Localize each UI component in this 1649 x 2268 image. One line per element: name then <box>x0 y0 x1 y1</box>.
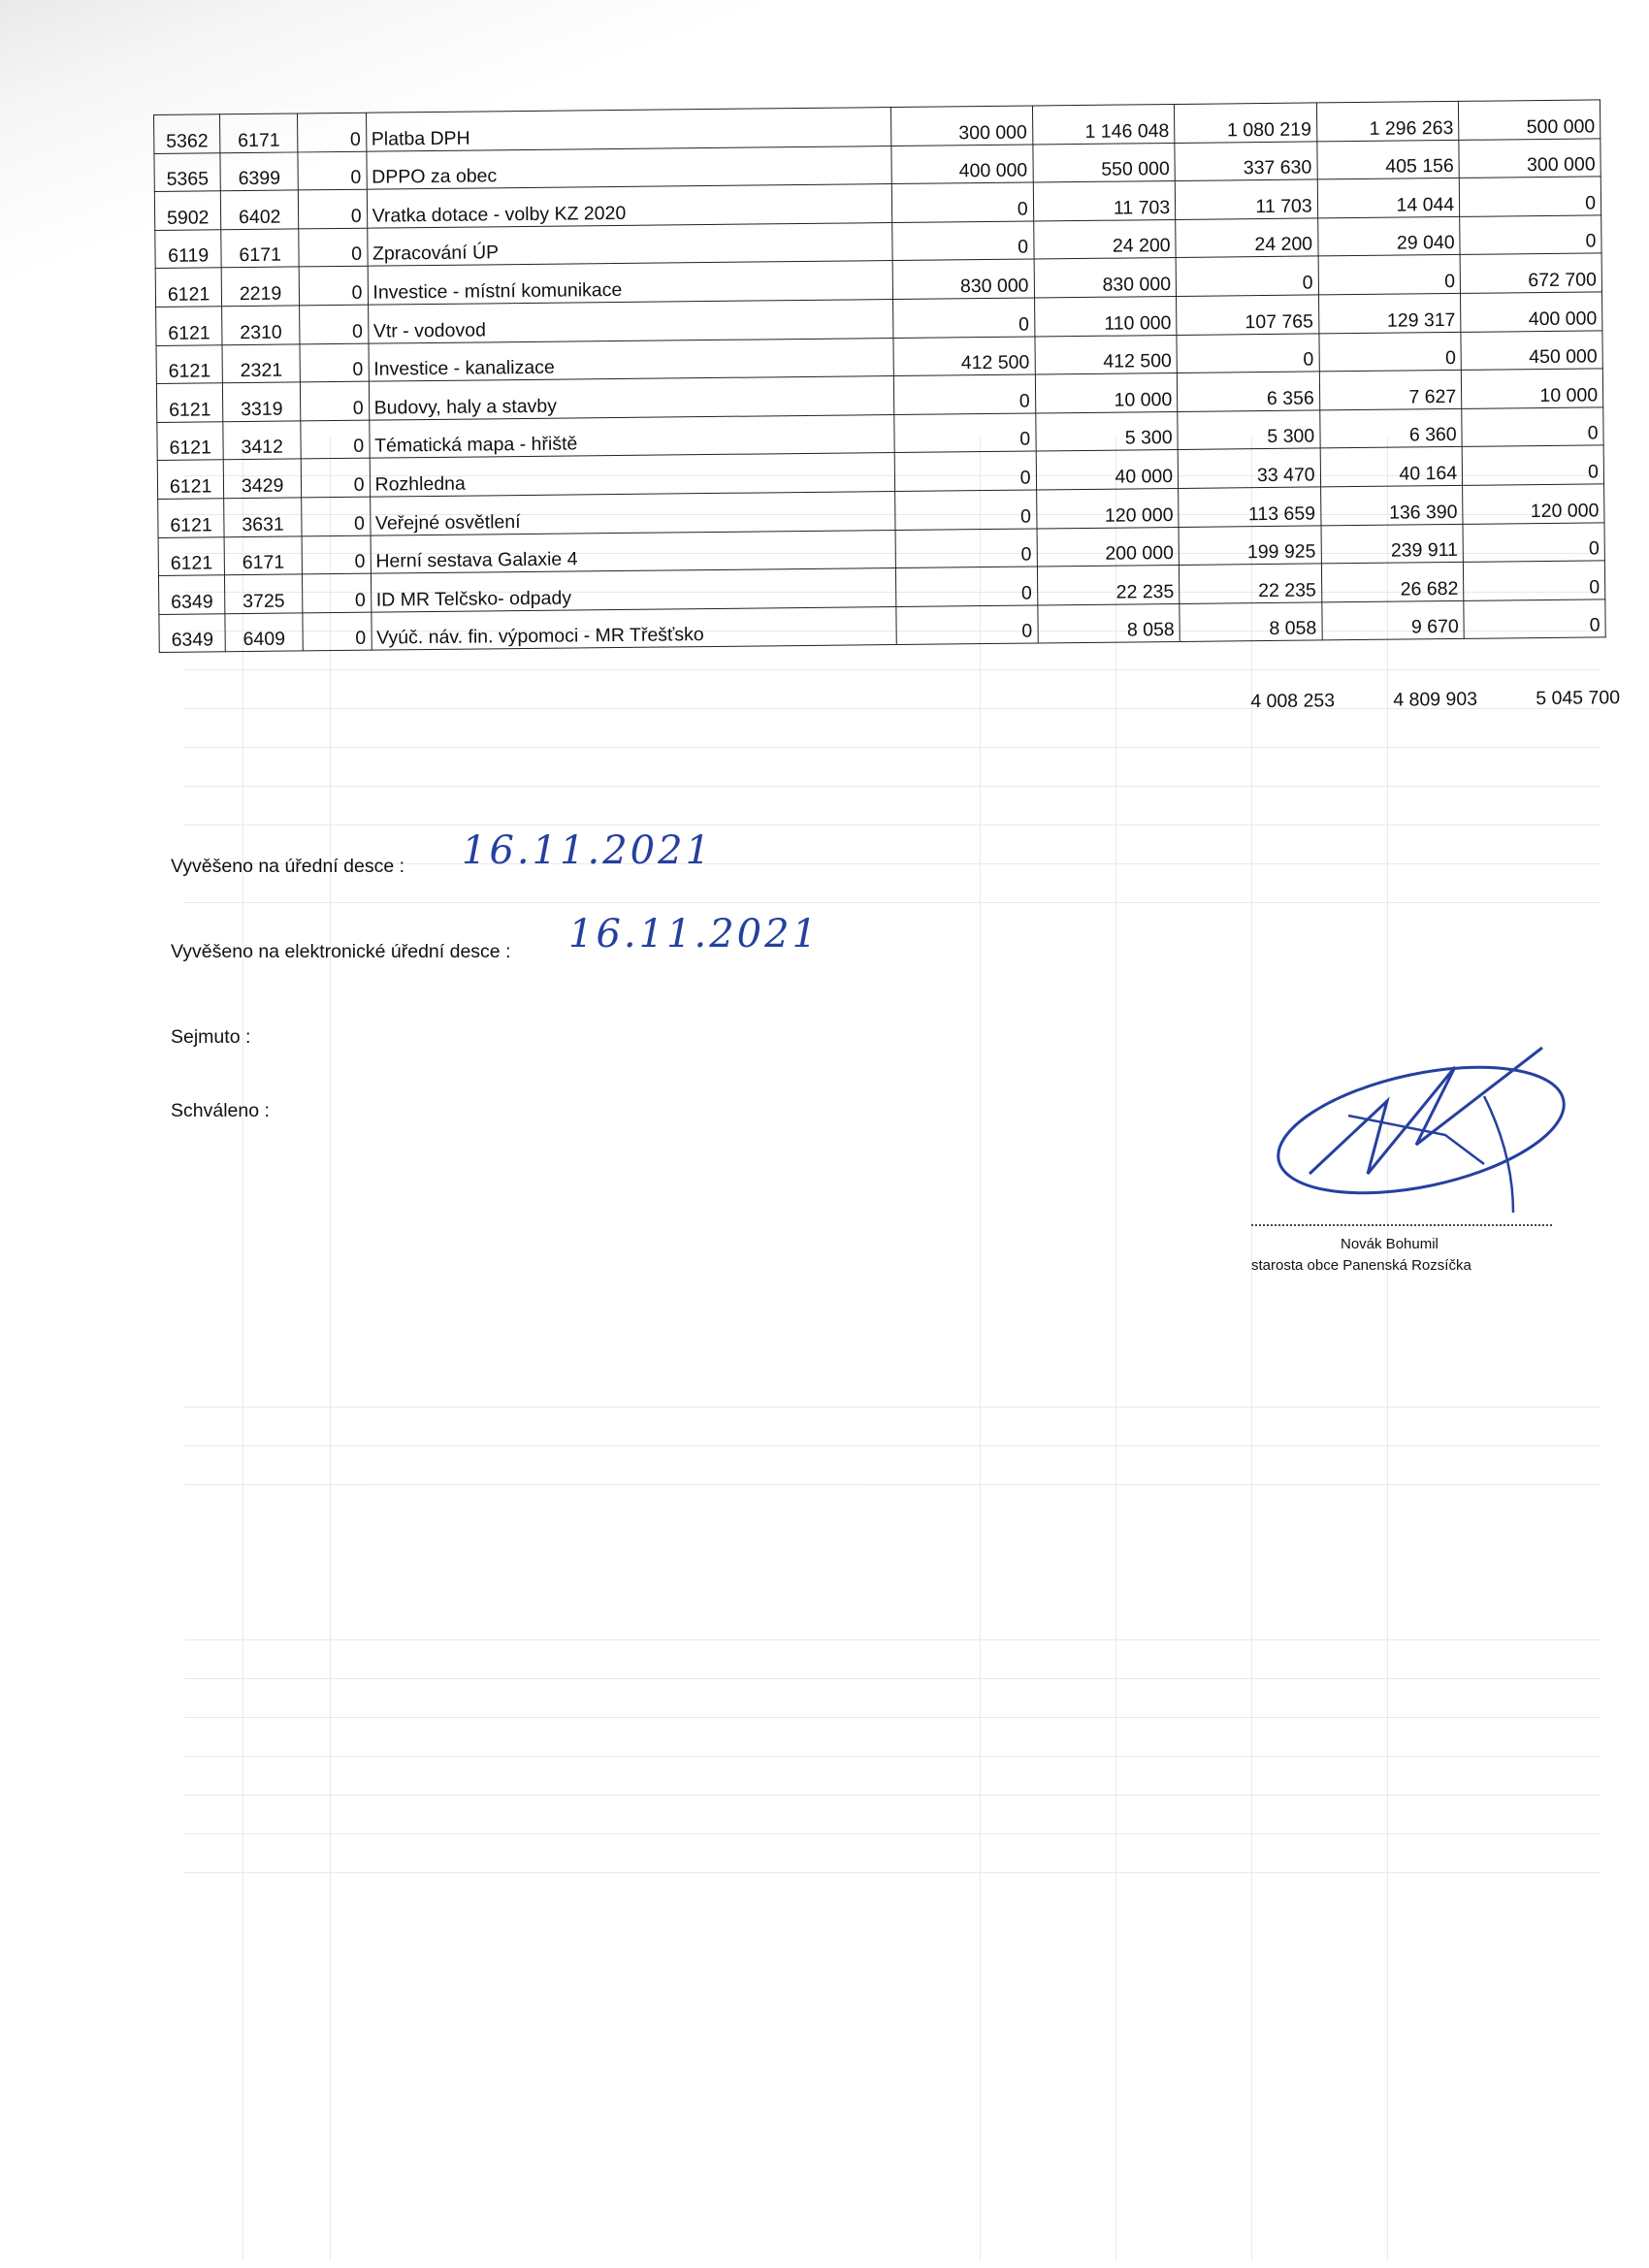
cell-item: 6402 <box>221 190 299 229</box>
cell-value-5: 500 000 <box>1459 100 1600 140</box>
cell-value-2: 110 000 <box>1034 296 1177 336</box>
cell-value-1: 0 <box>892 221 1034 261</box>
cell-value-5: 10 000 <box>1462 369 1603 408</box>
signature-line <box>1251 1224 1552 1226</box>
cell-value-1: 0 <box>892 298 1034 338</box>
cell-item: 6171 <box>224 535 302 574</box>
cell-name: Budovy, haly a stavby <box>369 376 894 420</box>
cell-paragraph: 5902 <box>154 191 221 230</box>
cell-uz: 0 <box>299 228 368 267</box>
cell-value-1: 0 <box>894 413 1036 453</box>
cell-uz: 0 <box>298 189 367 228</box>
cell-value-3: 0 <box>1177 333 1319 373</box>
signatory-name: Novák Bohumil <box>1341 1236 1439 1252</box>
cell-value-5: 450 000 <box>1461 330 1602 370</box>
cell-name: Investice - kanalizace <box>369 338 894 381</box>
cell-name: Vyúč. náv. fin. výpomoci - MR Třešťsko <box>371 606 896 650</box>
signatory-title: starosta obce Panenská Rozsíčka <box>1251 1257 1471 1274</box>
posted-label: Vyvěšeno na úřední desce : <box>171 856 405 877</box>
cell-value-4: 129 317 <box>1318 293 1461 333</box>
cell-paragraph: 6121 <box>158 499 225 537</box>
total-col3: 4 008 253 <box>1250 690 1336 713</box>
cell-uz: 0 <box>300 381 369 420</box>
cell-value-2: 830 000 <box>1034 258 1177 298</box>
total-col4: 4 809 903 <box>1393 688 1478 711</box>
cell-name: Investice - místní komunikace <box>368 261 893 305</box>
posted-e-label: Vyvěšeno na elektronické úřední desce : <box>171 941 511 962</box>
cell-value-4: 40 164 <box>1320 447 1463 487</box>
cell-paragraph: 5365 <box>154 152 221 191</box>
cell-value-5: 400 000 <box>1461 292 1602 332</box>
cell-value-4: 136 390 <box>1320 485 1463 525</box>
cell-value-2: 10 000 <box>1035 373 1178 413</box>
total-col5: 5 045 700 <box>1536 687 1621 710</box>
cell-value-3: 6 356 <box>1177 372 1319 411</box>
cell-paragraph: 6119 <box>155 230 222 269</box>
cell-uz: 0 <box>300 343 369 382</box>
cell-value-3: 5 300 <box>1178 410 1320 450</box>
cell-item: 2310 <box>222 306 300 344</box>
approved-label: Schváleno : <box>171 1100 270 1121</box>
cell-value-2: 24 200 <box>1033 219 1176 259</box>
cell-uz: 0 <box>303 612 372 651</box>
cell-paragraph: 6121 <box>155 268 222 307</box>
cell-value-2: 200 000 <box>1037 527 1180 567</box>
posted-row <box>171 828 714 923</box>
removed-label: Sejmuto : <box>171 1026 251 1048</box>
cell-item: 6399 <box>220 152 298 191</box>
cell-value-4: 0 <box>1318 255 1461 295</box>
cell-value-2: 5 300 <box>1035 411 1178 451</box>
cell-item: 3412 <box>223 421 301 460</box>
cell-name: Zpracování ÚP <box>367 222 892 266</box>
cell-name: DPPO za obec <box>366 146 891 189</box>
cell-uz: 0 <box>302 573 371 612</box>
cell-value-4: 1 296 263 <box>1316 101 1459 141</box>
cell-value-5: 0 <box>1462 445 1603 485</box>
cell-value-4: 7 627 <box>1319 371 1462 410</box>
cell-value-5: 120 000 <box>1463 484 1604 524</box>
posted-date-handwritten: 16.11.2021 <box>462 828 714 873</box>
cell-item: 6171 <box>220 113 298 152</box>
cell-value-2: 1 146 048 <box>1032 104 1175 144</box>
cell-value-3: 107 765 <box>1177 295 1319 335</box>
cell-value-1: 0 <box>895 567 1037 606</box>
cell-value-3: 1 080 219 <box>1175 103 1317 143</box>
budget-table <box>153 99 1606 653</box>
cell-value-3: 22 235 <box>1180 564 1322 603</box>
cell-item: 6409 <box>225 613 303 652</box>
cell-value-2: 8 058 <box>1037 603 1180 643</box>
cell-value-4: 9 670 <box>1321 600 1464 640</box>
cell-item: 3319 <box>223 382 301 421</box>
cell-value-3: 337 630 <box>1175 142 1317 181</box>
approved-row <box>171 1100 511 1168</box>
cell-uz: 0 <box>300 305 369 343</box>
cell-uz: 0 <box>302 535 371 574</box>
cell-value-3: 199 925 <box>1179 525 1321 565</box>
cell-value-1: 830 000 <box>892 259 1034 299</box>
cell-paragraph: 6349 <box>158 575 225 614</box>
cell-value-2: 120 000 <box>1036 488 1179 528</box>
cell-value-5: 0 <box>1463 522 1604 562</box>
cell-item: 3631 <box>224 498 302 536</box>
cell-name: Vtr - vodovod <box>368 299 893 342</box>
cell-name: Tématická mapa - hřiště <box>369 414 894 458</box>
cell-value-1: 0 <box>894 451 1036 491</box>
cell-name: Rozhledna <box>370 453 895 497</box>
cell-name: Herní sestava Galaxie 4 <box>371 530 896 573</box>
cell-value-1: 0 <box>894 490 1036 530</box>
cell-value-5: 0 <box>1462 407 1603 447</box>
cell-value-4: 26 682 <box>1321 563 1464 602</box>
cell-item: 2321 <box>222 343 300 382</box>
cell-value-3: 11 703 <box>1175 179 1317 219</box>
cell-paragraph: 6121 <box>156 307 223 345</box>
cell-uz: 0 <box>302 497 371 535</box>
cell-value-1: 0 <box>896 605 1038 645</box>
cell-paragraph: 6121 <box>157 422 224 461</box>
cell-value-2: 40 000 <box>1036 450 1179 490</box>
cell-value-3: 0 <box>1176 256 1318 296</box>
cell-value-5: 300 000 <box>1459 138 1600 178</box>
signatory-block <box>1251 1234 1471 1277</box>
cell-value-3: 113 659 <box>1179 487 1321 527</box>
cell-value-5: 0 <box>1460 215 1601 255</box>
cell-value-3: 33 470 <box>1178 448 1320 488</box>
cell-value-5: 0 <box>1464 561 1605 600</box>
removed-row <box>171 1026 511 1094</box>
cell-value-4: 29 040 <box>1317 216 1460 256</box>
cell-value-1: 412 500 <box>893 337 1035 376</box>
cell-name: ID MR Telčsko- odpady <box>371 568 896 612</box>
cell-value-4: 405 156 <box>1316 140 1459 179</box>
cell-item: 6171 <box>221 229 299 268</box>
cell-uz: 0 <box>301 459 370 498</box>
cell-value-5: 0 <box>1459 177 1600 216</box>
cell-value-2: 550 000 <box>1032 143 1175 182</box>
cell-paragraph: 6121 <box>157 460 224 499</box>
handwritten-signature <box>1251 1028 1581 1242</box>
cell-paragraph: 6349 <box>159 613 226 652</box>
cell-value-4: 14 044 <box>1317 178 1460 218</box>
cell-paragraph: 6121 <box>158 536 225 575</box>
cell-name: Platba DPH <box>366 108 891 151</box>
cell-uz: 0 <box>299 267 368 306</box>
cell-value-2: 22 235 <box>1037 566 1180 605</box>
cell-value-1: 0 <box>895 529 1037 568</box>
cell-item: 3429 <box>224 459 302 498</box>
cell-value-1: 400 000 <box>891 145 1033 184</box>
cell-value-1: 0 <box>891 182 1033 222</box>
budget-table-wrap <box>153 99 1606 653</box>
cell-paragraph: 6121 <box>156 344 223 383</box>
cell-paragraph: 6121 <box>156 383 223 422</box>
posting-block <box>171 828 821 1127</box>
cell-value-5: 672 700 <box>1460 253 1601 293</box>
cell-value-3: 24 200 <box>1176 218 1318 258</box>
cell-name: Veřejné osvětlení <box>370 491 895 535</box>
posted-e-date-handwritten: 16.11.2021 <box>568 912 821 956</box>
cell-uz: 0 <box>298 113 367 151</box>
cell-value-3: 8 058 <box>1180 602 1322 642</box>
cell-name: Vratka dotace - volby KZ 2020 <box>367 184 892 228</box>
cell-paragraph: 5362 <box>154 114 221 153</box>
cell-value-2: 412 500 <box>1035 335 1178 374</box>
cell-value-5: 0 <box>1464 599 1605 639</box>
cell-value-2: 11 703 <box>1033 181 1176 221</box>
cell-value-4: 239 911 <box>1321 524 1464 564</box>
posted-e-row <box>171 912 821 1009</box>
cell-value-4: 6 360 <box>1319 408 1462 448</box>
cell-uz: 0 <box>298 151 367 190</box>
cell-value-4: 0 <box>1319 332 1462 372</box>
cell-item: 3725 <box>225 574 303 613</box>
cell-value-1: 0 <box>893 374 1035 414</box>
cell-item: 2219 <box>221 267 299 306</box>
cell-uz: 0 <box>301 420 370 459</box>
cell-value-1: 300 000 <box>890 106 1032 146</box>
